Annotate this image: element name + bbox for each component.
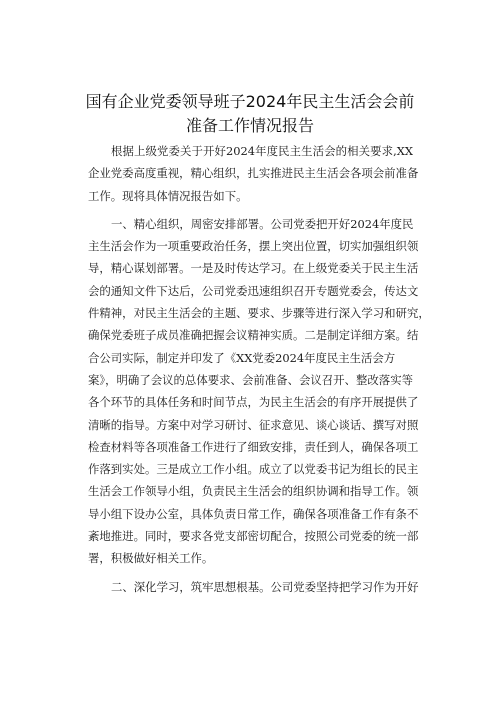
paragraph-section-1 bbox=[88, 213, 430, 570]
text-line: 二、深化学习，筑牢思想根基。公司党委坚持把学习作为开好 bbox=[111, 579, 419, 594]
paragraph-intro bbox=[88, 140, 419, 207]
document-title-line-1: 国有企业党委领导班子2024年民主生活会会前 bbox=[85, 92, 415, 111]
text-line: 清晰的指导。方案中对学习研讨、征求意见、谈心谈话、撰写对照 bbox=[88, 417, 419, 432]
text-line: 导小组下设办公室，具体负责日常工作，确保各项准备工作有条不 bbox=[88, 506, 419, 521]
text-line: 案》，明确了会议的总体要求、会前准备、会议召开、整改落实等 bbox=[88, 372, 413, 387]
text-line: 工作。现将具体情况报告如下。 bbox=[88, 188, 248, 203]
text-line: 企业党委高度重视，精心组织，扎实推进民主生活会各项会前准备 bbox=[88, 166, 419, 181]
paragraph-section-2 bbox=[88, 576, 419, 598]
text-line: 合公司实际，制定并印发了《XX党委2024年度民主生活会方 bbox=[88, 350, 396, 365]
text-line: 一、精心组织，周密安排部署。公司党委把开好2024年度民 bbox=[111, 216, 414, 231]
text-line: 根据上级党委关于开好2024年度民主生活会的相关要求,XX bbox=[111, 144, 413, 158]
text-line: 生活会工作领导小组，负责民主生活会的组织协调和指导工作。领 bbox=[88, 484, 419, 499]
text-line: 署，积极做好相关工作。 bbox=[88, 551, 214, 566]
text-line: 各个环节的具体任务和时间节点，为民主生活会的有序开展提供了 bbox=[88, 395, 419, 410]
text-line: 作落到实处。三是成立工作小组。成立了以党委书记为组长的民主 bbox=[88, 462, 419, 477]
text-line: 会的通知文件下达后，公司党委迅速组织召开专题党委会，传达文 bbox=[88, 283, 419, 298]
text-line: 紊地推进。同时，要求各党支部密切配合，按照公司党委的统一部 bbox=[88, 529, 419, 544]
text-line: 主生活会作为一项重要政治任务，摆上突出位置，切实加强组织领 bbox=[88, 239, 419, 254]
text-line: 检查材料等各项准备工作进行了细致安排，责任到人，确保各项工 bbox=[88, 439, 419, 454]
document-body bbox=[88, 140, 430, 598]
text-line: 件精神，对民主生活会的主题、要求、步骤等进行深入学习和研究， bbox=[88, 306, 430, 321]
text-line: 确保党委班子成员准确把握会议精神实质。二是制定详细方案。结 bbox=[88, 328, 419, 343]
text-line: 导，精心谋划部署。一是及时传达学习。在上级党委关于民主生活 bbox=[88, 261, 419, 276]
document-title-line-2: 准备工作情况报告 bbox=[185, 116, 314, 135]
